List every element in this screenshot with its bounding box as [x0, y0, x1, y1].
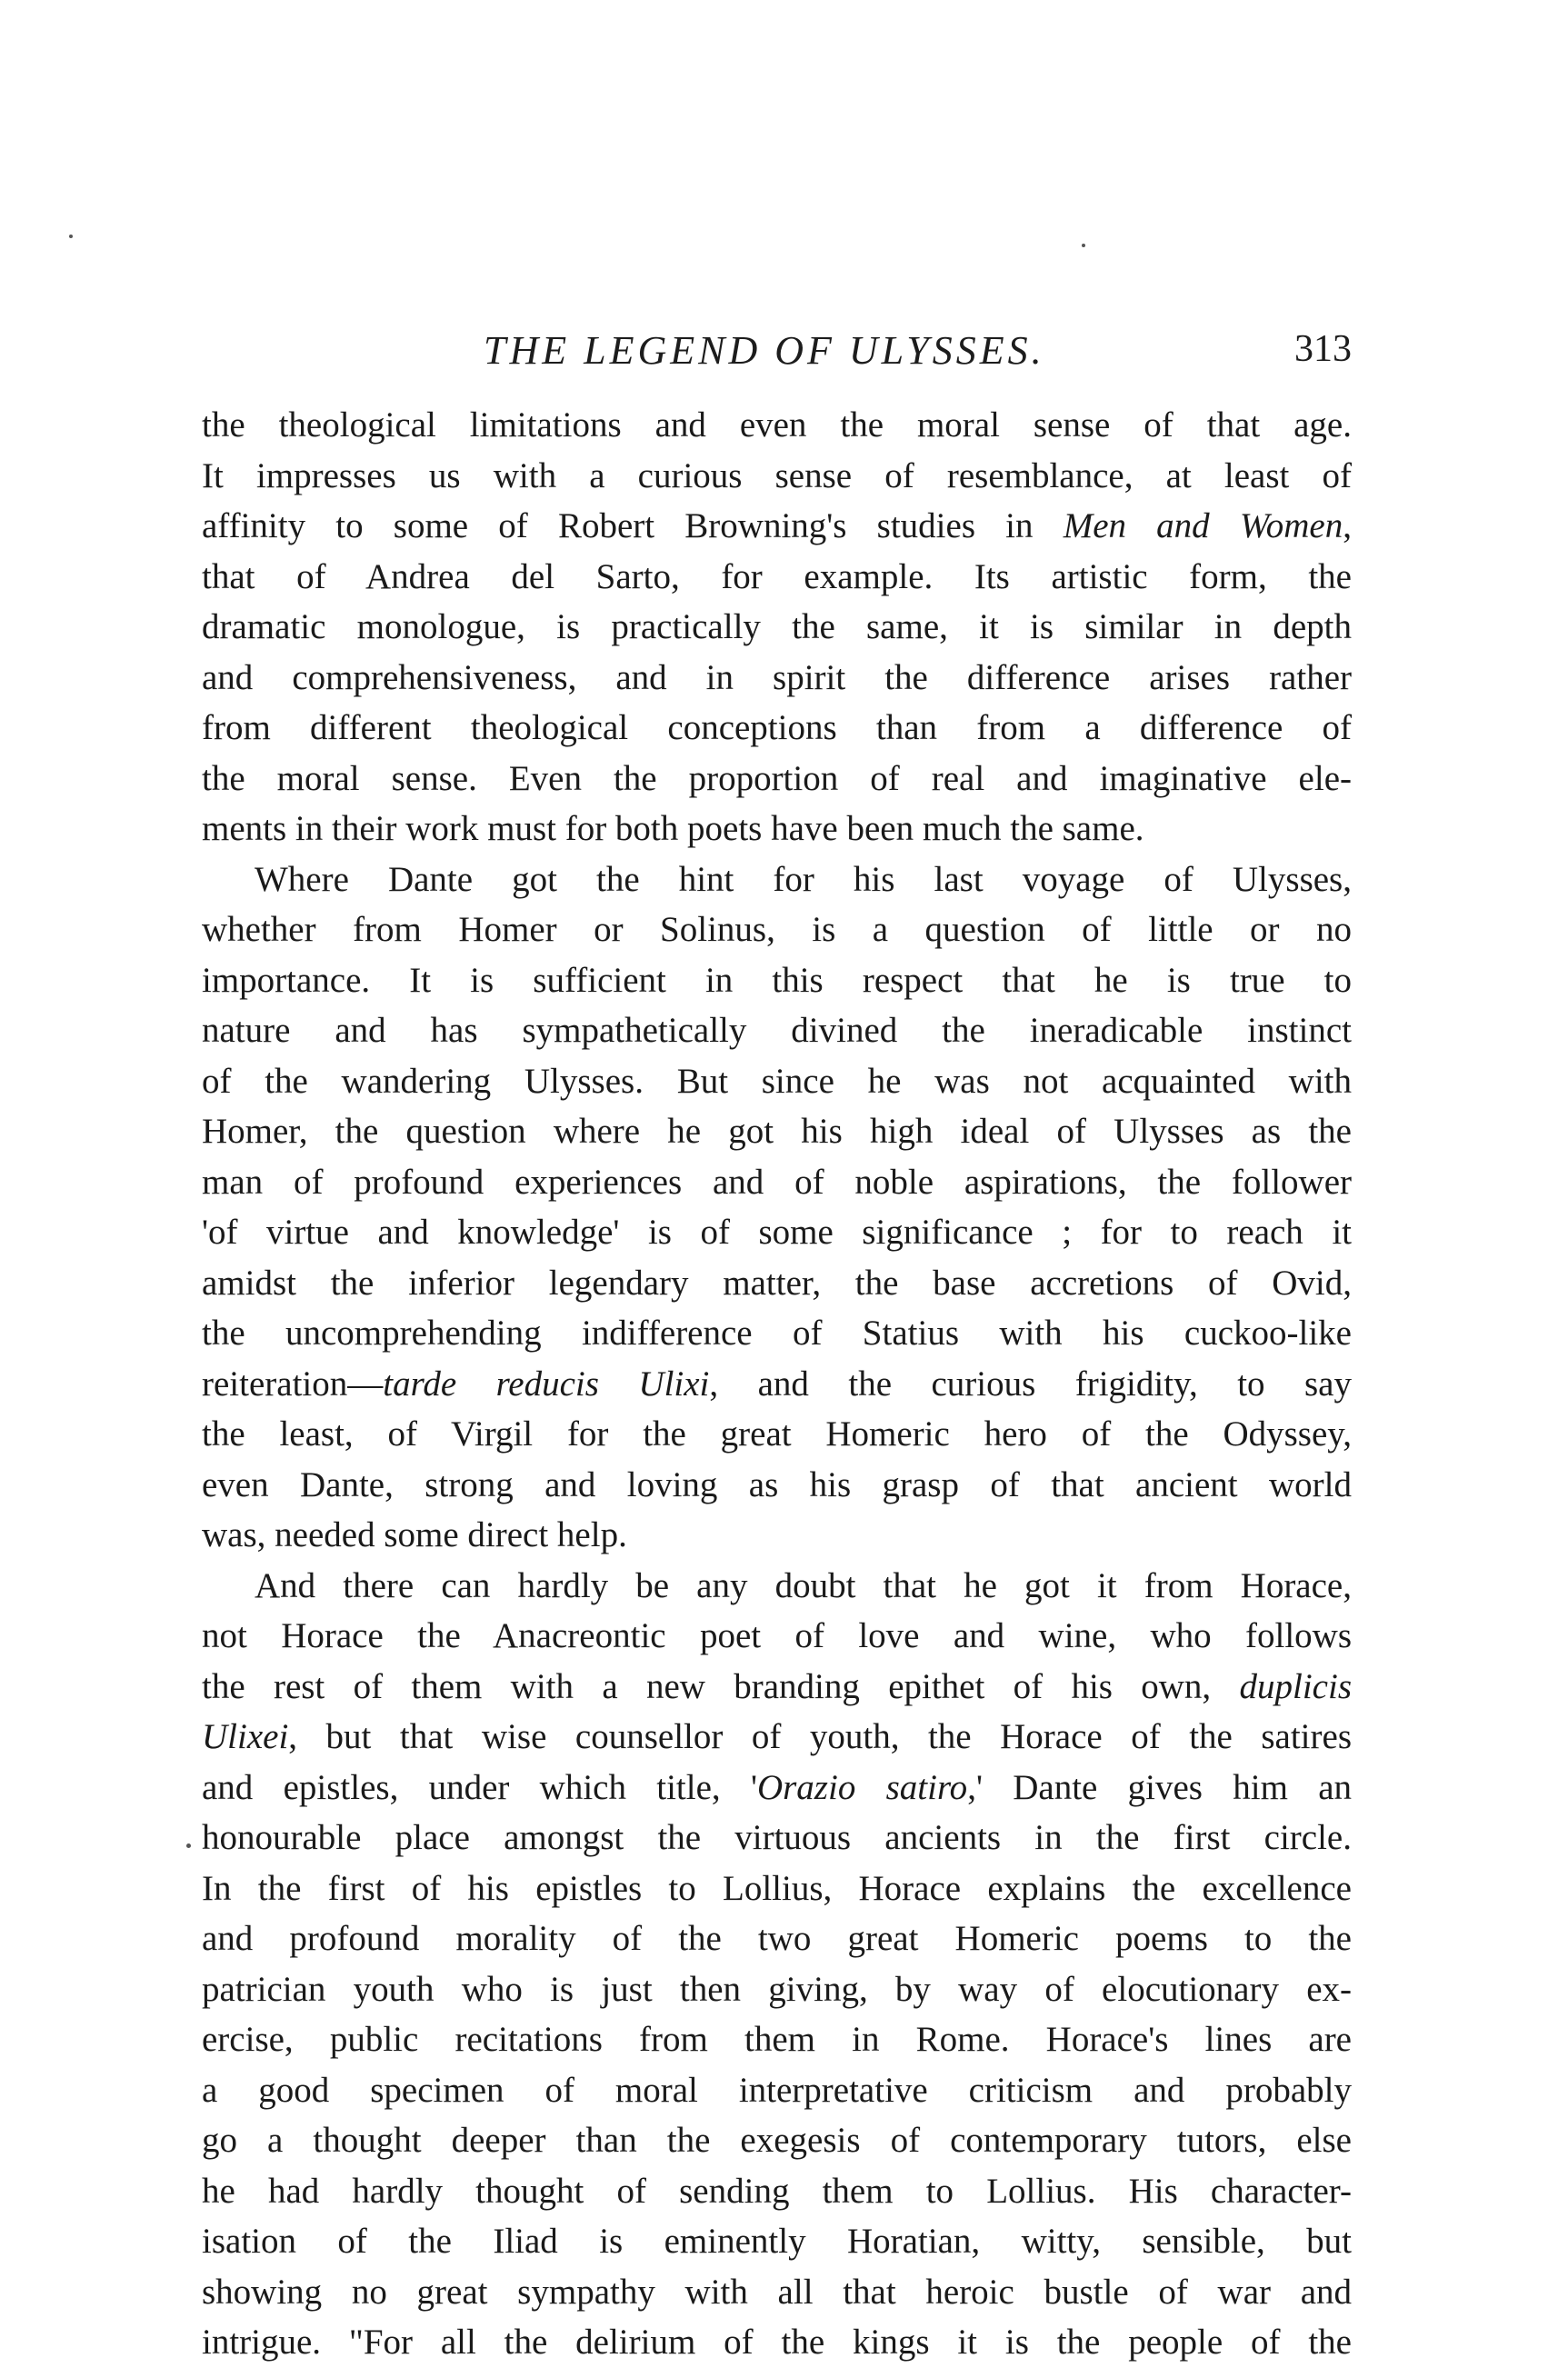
text-line: the uncomprehending indifference of Statius with his cuckoo-like [202, 1314, 1352, 1353]
text-line: It impresses us with a curious sense of resemblance, at least of [202, 455, 1352, 495]
text-line: ments in their work must for both poets have been much the same. [202, 809, 1144, 848]
text-line: the rest of them with a new branding epithet of his own, duplicis [202, 1666, 1352, 1706]
text-line: a good specimen of moral interpretative criticism and probably [202, 2070, 1352, 2110]
text-line: patrician youth who is just then giving, by way of elocutionary ex- [202, 1969, 1352, 2009]
text-line: man of profound experiences and of noble aspirations, the follower [202, 1162, 1352, 1202]
text-line: and comprehensiveness, and in spirit the difference arises rather [202, 657, 1352, 697]
scan-speck [186, 1843, 191, 1848]
text-line: showing no great sympathy with all that heroic bustle of war and [202, 2272, 1352, 2312]
text-line: the least, of Virgil for the great Homeric hero of the Odyssey, [202, 1414, 1352, 1454]
text-line: not Horace the Anacreontic poet of love and wine, who follows [202, 1616, 1352, 1655]
text-line: the moral sense. Even the proportion of real and imaginative ele- [202, 758, 1352, 798]
text-line: reiteration—tarde reducis Ulixi, and the curious frigidity, to say [202, 1364, 1352, 1404]
running-title: THE LEGEND OF ULYSSES. [484, 328, 1045, 373]
text-line: 'of virtue and knowledge' is of some significance ; for to reach it [202, 1213, 1352, 1252]
text-line: go a thought deeper than the exegesis of contemporary tutors, else [202, 2121, 1352, 2160]
text-line: of the wandering Ulysses. But since he was not acquainted with [202, 1061, 1352, 1101]
text-line: even Dante, strong and loving as his grasp of that ancient world [202, 1464, 1352, 1504]
text-line: ercise, public recitations from them in Rome. Horace's lines are [202, 2020, 1352, 2059]
text-line: and epistles, under which title, 'Orazio satiro,' Dante gives him an [202, 1767, 1353, 1807]
text-line: from different theological conceptions than from a difference of [202, 708, 1352, 747]
text-line: isation of the Iliad is eminently Horatian, witty, sensible, but [202, 2222, 1352, 2261]
text-line: that of Andrea del Sarto, for example. Its artistic form, the [202, 556, 1352, 596]
body-text [202, 400, 1352, 2368]
text-line: affinity to some of Robert Browning's studies in Men and Women, [202, 506, 1352, 545]
text-line: importance. It is sufficient in this respect that he is true to [202, 960, 1352, 1000]
page-header [202, 327, 1352, 382]
text-line: In the first of his epistles to Lollius, Horace explains the excellence [202, 1868, 1352, 1908]
text-line: the theological limitations and even the moral sense of that age. [202, 405, 1352, 445]
text-line: whether from Homer or Solinus, is a question of little or no [202, 910, 1352, 949]
scan-speck [69, 235, 73, 238]
paragraph-first-line: Where Dante got the hint for his last voyage of Ulysses, [255, 859, 1352, 899]
text-line: Homer, the question where he got his high ideal of Ulysses as the [202, 1112, 1352, 1151]
text-line: was, needed some direct help. [202, 1515, 627, 1554]
text-line: Ulixei, but that wise counsellor of youth, the Horace of the satires [202, 1717, 1352, 1756]
text-line: intrigue. "For all the delirium of the kings it is the people of the [202, 2323, 1352, 2362]
page-number: 313 [1294, 328, 1352, 370]
text-line: and profound morality of the two great Homeric poems to the [202, 1919, 1352, 1958]
paragraph-first-line: And there can hardly be any doubt that he got it from Horace, [255, 1565, 1352, 1605]
text-line: amidst the inferior legendary matter, the base accretions of Ovid, [202, 1263, 1352, 1303]
text-line: he had hardly thought of sending them to Lollius. His character- [202, 2171, 1352, 2211]
text-line: dramatic monologue, is practically the same, it is similar in depth [202, 607, 1352, 646]
scan-speck [1082, 244, 1085, 247]
text-line: honourable place amongst the virtuous ancients in the first circle. [202, 1818, 1352, 1857]
text-line: nature and has sympathetically divined the ineradicable instinct [202, 1011, 1352, 1050]
